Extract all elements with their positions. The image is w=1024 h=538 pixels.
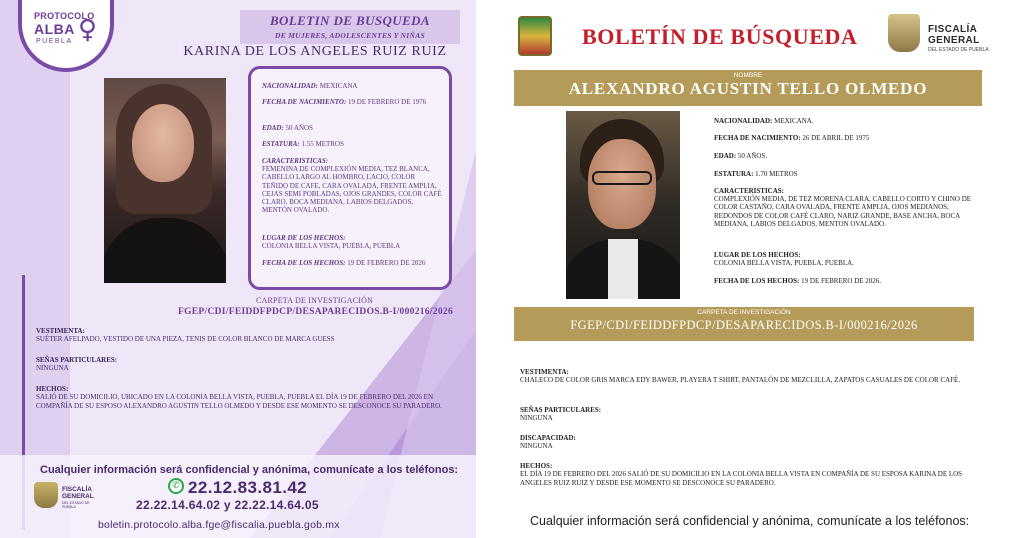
person-name: ALEXANDRO AGUSTIN TELLO OLMEDO	[568, 79, 928, 98]
name-banner	[514, 70, 982, 106]
clothing-section: VESTIMENTA: CHALECO DE COLOR GRIS MARCA EDY BAWER, PLAYERA T SHIRT, PANTALÓN DE MEZCLILLA, ZAPATOS CASUALES DE COLOR CAFÉ.	[520, 368, 961, 385]
whatsapp-icon: ✆	[168, 478, 184, 494]
person-photo	[104, 78, 226, 283]
nationality-field: NACIONALIDAD: MEXICANA.	[714, 117, 814, 125]
case-file-banner	[514, 307, 974, 341]
bulletin-subtitle: DE MUJERES, ADOLESCENTES Y NIÑAS	[275, 31, 425, 40]
marks-section: SEÑAS PARTICULARES: NINGUNA	[520, 406, 602, 423]
date-field: FECHA DE LOS HECHOS: 19 DE FEBRERO DE 2026	[262, 259, 426, 267]
bulletin-title: BOLETIN DE BUSQUEDA	[269, 13, 430, 28]
logo-line-1: PROTOCOLO	[34, 11, 95, 21]
facts-section: HECHOS: SALIÓ DE SU DOMICILIO, UBICADO EN LA COLONIA BELLA VISTA, PUEBLA, PUEBLA EL DÍA 19 DE FEBRERO DEL 2026 EN COMPAÑÍA DE SU ESPOSO ALEXANDRO AGUSTIN TELLO OLMEDO Y DESDE ESE MOMENTO SE DESCONOCE SU PARADERO.	[36, 385, 442, 410]
characteristics-field: CARACTERISTICAS: COMPLEXIÓN MEDIA, DE TEZ MORENA CLARA, CABELLO CORTO Y CHINO DE COLOR CASTAÑO, CARA OVALADA, FRENTE AMPLIA, OJOS MEDIANOS, REDONDOS DE COLOR CAFÉ CLARO, NARIZ GRANDE, BASE ANCHA, BOCA MEDIANA, LABIOS DELGADOS, MENTON OVALADO.	[714, 187, 972, 228]
contact-info-text: Cualquier información será confidencial y anónima, comunícate a los teléfonos:	[530, 514, 970, 528]
case-file-number: FGEP/CDI/FEIDDFPDCP/DESAPARECIDOS.B-I/000216/2026	[178, 307, 453, 317]
facts-section: HECHOS: EL DÍA 19 DE FEBRERO DEL 2026 SALIÓ DE SU DOMICILIO EN LA COLONIA BELLA VISTA EN COMPAÑÍA DE SU ESPOSA KARINA DE LOS ANGELES RUIZ RUIZ Y DESDE ESE MOMENTO SE DESCONOCE SU PARADERO.	[520, 462, 963, 487]
height-field: ESTATURA: 1.70 METROS	[714, 170, 798, 178]
clothing-section: VESTIMENTA: SUÉTER AFELPADO, VESTIDO DE UNA PIEZA, TENIS DE COLOR BLANCO DE MARCA GUESS	[36, 327, 335, 344]
contact-info-text: Cualquier información será confidencial y anónima, comunícate a los teléfonos:	[40, 464, 459, 476]
birthdate-field: FECHA DE NACIMIENTO: 26 DE ABRIL DE 1975	[714, 134, 870, 142]
case-file-label: CARPETA DE INVESTIGACIÓN	[697, 309, 791, 316]
puebla-state-seal-icon	[518, 16, 552, 56]
fiscalia-logo: FISCALÍA GENERAL DEL ESTADO DE PUEBLA	[888, 14, 1008, 56]
fiscalia-emblem-icon	[34, 482, 58, 508]
phone-primary: 22.12.83.81.42	[188, 478, 308, 497]
person-photo	[566, 111, 680, 299]
name-label: NOMBRE	[733, 72, 763, 79]
case-file-label: CARPETA DE INVESTIGACIÓN	[256, 296, 374, 305]
date-field: FECHA DE LOS HECHOS: 19 DE FEBRERO DE 2026.	[714, 277, 882, 285]
bulletin-title: BOLETÍN DE BÚSQUEDA	[582, 24, 858, 49]
fiscalia-logo: FISCALÍA GENERAL DEL ESTADO DE PUEBLA	[34, 482, 98, 510]
place-field: LUGAR DE LOS HECHOS: COLONIA BELLA VISTA, PUEBLA, PUEBLA	[262, 234, 401, 251]
disability-section: DISCAPACIDAD: NINGUNA	[520, 434, 576, 451]
height-field: ESTATURA: 1.55 METROS	[262, 140, 344, 148]
age-field: EDAD: 50 AÑOS	[262, 124, 313, 132]
phone-secondary: 22.22.14.64.02 y 22.22.14.64.05	[136, 498, 319, 512]
contact-email: boletin.protocolo.alba.fge@fiscalia.puebla.gob.mx	[98, 519, 340, 531]
bulletin-header	[240, 10, 460, 44]
fiscalia-emblem-icon	[888, 14, 920, 52]
characteristics-field: CARACTERISTICAS: FEMENINA DE COMPLEXIÓN MEDIA, TEZ BLANCA, CABELLO LARGO AL HOMBRO, LACIO, COLOR TEÑIDO DE CAFE, CARA OVALADA, FRENTE AMPLIA, CEJAS SEMI POBLADAS, OJOS GRANDES, COLOR CAFÉ CLARO, BOCA MEDIANA, LABIOS DELGADOS, MENTÓN OVALADO.	[262, 157, 442, 215]
case-file-number: FGEP/CDI/FEIDDFPDCP/DESAPARECIDOS.B-I/000216/2026	[570, 318, 918, 332]
nationality-field: NACIONALIDAD: MEXICANA	[262, 82, 358, 90]
age-field: EDAD: 50 AÑOS.	[714, 152, 768, 160]
birthdate-field: FECHA DE NACIMIENTO: 19 DE FEBRERO DE 1976	[262, 98, 427, 106]
left-bulletin	[0, 0, 476, 538]
logo-line-2: ALBA	[34, 21, 75, 37]
place-field: LUGAR DE LOS HECHOS: COLONIA BELLA VISTA, PUEBLA, PUEBLA.	[714, 251, 854, 268]
marks-section: SEÑAS PARTICULARES: NINGUNA	[36, 356, 118, 373]
logo-line-3: PUEBLA	[36, 38, 73, 45]
female-symbol-icon: ♀	[78, 15, 98, 45]
person-name: KARINA DE LOS ANGELES RUIZ RUIZ	[183, 44, 447, 59]
